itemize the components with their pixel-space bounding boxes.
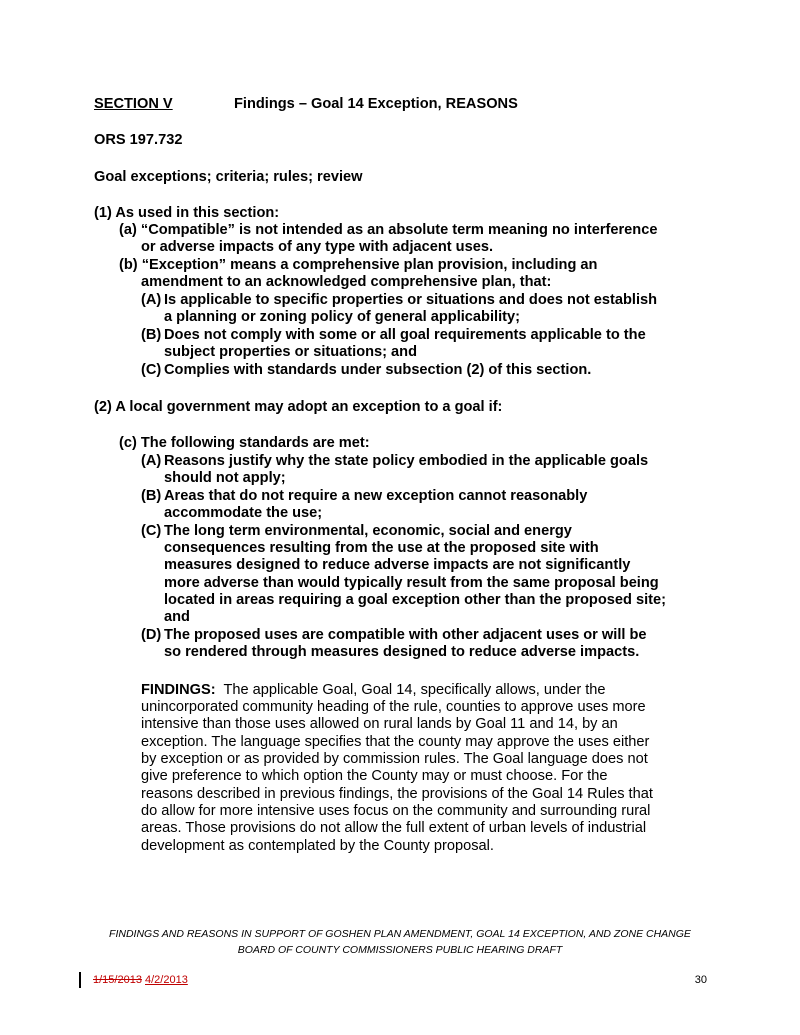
item-A-line-1: Is applicable to specific properties or situations and does not establish	[164, 292, 658, 308]
std-B-line-1: Areas that do not require a new exception cannot reasonably	[164, 488, 588, 504]
statute-reference: ORS 197.732	[94, 132, 183, 148]
std-D-line-2: so rendered through measures designed to reduce adverse impacts.	[164, 644, 640, 660]
std-B-marker: (B)	[141, 488, 162, 504]
item-C-marker: (C)	[141, 362, 162, 378]
page-number: 30	[694, 974, 707, 986]
findings-line-10: development as contemplated by the County proposal.	[141, 838, 494, 854]
item-b-line-1: (b) “Exception” means a comprehensive plan provision, including an	[119, 257, 598, 273]
findings-line-1	[141, 682, 606, 699]
std-C-line-3: measures designed to reduce adverse impacts are not significantly	[164, 557, 631, 573]
item-B-marker: (B)	[141, 327, 162, 343]
std-C-line-5: located in areas requiring a goal exception other than the proposed site;	[164, 592, 666, 608]
std-C-line-2: consequences resulting from the use at the proposed site with	[164, 540, 599, 556]
std-C-line-6: and	[164, 609, 190, 625]
std-A-marker: (A)	[141, 453, 162, 469]
item-a-line-2: or adverse impacts of any type with adjacent uses.	[141, 239, 493, 255]
findings-line-6: give preference to which option the County may or must choose. For the	[141, 768, 608, 784]
item-c-intro: (c) The following standards are met:	[119, 435, 370, 451]
item-B-line-2: subject properties or situations; and	[164, 344, 417, 360]
findings-line-5: by exception or as provided by commission rules. The Goal language does not	[141, 751, 648, 767]
findings-label: FINDINGS:	[141, 682, 216, 698]
footer-date-inserted: 4/2/2013	[145, 974, 188, 986]
subsection-2-intro: (2) A local government may adopt an exception to a goal if:	[94, 399, 503, 415]
item-A-marker: (A)	[141, 292, 162, 308]
footer-date	[93, 974, 188, 987]
item-a-line-1: (a) “Compatible” is not intended as an absolute term meaning no interference	[119, 222, 658, 238]
findings-line-4: exception. The language specifies that the county may approve the uses either	[141, 734, 650, 750]
std-D-marker: (D)	[141, 627, 162, 643]
footer-title-line-2: BOARD OF COUNTY COMMISSIONERS PUBLIC HEARING DRAFT	[237, 944, 563, 956]
std-A-line-1: Reasons justify why the state policy embodied in the applicable goals	[164, 453, 649, 469]
std-C-line-1: The long term environmental, economic, social and energy	[164, 523, 572, 539]
findings-line-2: unincorporated community heading of the rule, counties to approve uses more	[141, 699, 646, 715]
section-label: SECTION V	[94, 96, 173, 112]
item-B-line-1: Does not comply with some or all goal requirements applicable to the	[164, 327, 646, 343]
revision-change-bar	[79, 972, 81, 988]
subsection-1-intro: (1) As used in this section:	[94, 205, 280, 221]
item-A-line-2: a planning or zoning policy of general applicability;	[164, 309, 520, 325]
findings-line-7: reasons described in previous findings, the provisions of the Goal 14 Rules that	[141, 786, 653, 802]
footer-title-line-1: FINDINGS AND REASONS IN SUPPORT OF GOSHEN PLAN AMENDMENT, GOAL 14 EXCEPTION, AND ZONE CHANGE	[109, 928, 691, 940]
section-title: Findings – Goal 14 Exception, REASONS	[234, 96, 518, 112]
item-b-line-2: amendment to an acknowledged comprehensive plan, that:	[141, 274, 552, 290]
std-C-marker: (C)	[141, 523, 162, 539]
statute-heading: Goal exceptions; criteria; rules; review	[94, 169, 363, 185]
findings-line-3: intensive than those uses allowed on rural lands by Goal 11 and 14, by an	[141, 716, 618, 732]
std-C-line-4: more adverse than would typically result from the same proposal being	[164, 575, 659, 591]
footer-date-deleted: 1/15/2013	[93, 974, 142, 986]
item-C-line-1: Complies with standards under subsection (2) of this section.	[164, 362, 592, 378]
findings-line-8: do allow for more intensive uses focus on the community and surrounding rural	[141, 803, 651, 819]
findings-line-1-text: The applicable Goal, Goal 14, specifically allows, under the	[215, 682, 606, 698]
std-A-line-2: should not apply;	[164, 470, 286, 486]
std-B-line-2: accommodate the use;	[164, 505, 323, 521]
findings-line-9: areas. Those provisions do not allow the full extent of urban levels of industrial	[141, 820, 647, 836]
std-D-line-1: The proposed uses are compatible with other adjacent uses or will be	[164, 627, 647, 643]
